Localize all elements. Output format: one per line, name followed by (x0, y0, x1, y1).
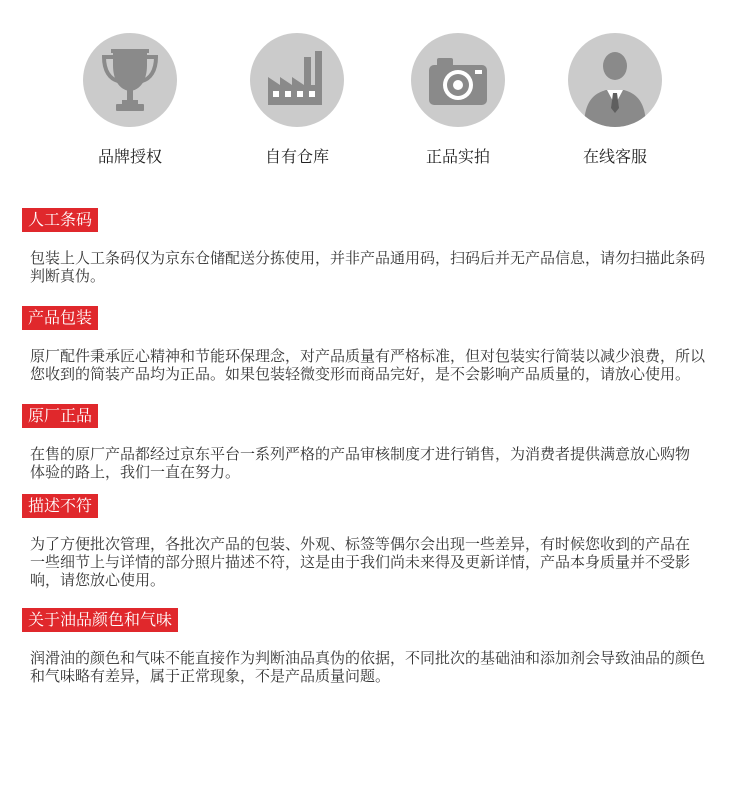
section-tag: 人工条码 (22, 208, 98, 232)
feature-circle (568, 33, 662, 127)
section-tag: 关于油品颜色和气味 (22, 608, 178, 632)
text-line: 体验的路上，我们一直在努力。 (30, 463, 241, 481)
text-line: 响，请您放心使用。 (30, 571, 166, 589)
feature-circle (250, 33, 344, 127)
camera-icon (411, 33, 505, 127)
text-line: 您收到的简装产品均为正品。如果包装轻微变形而商品完好，是不会影响产品质量的，请放心使用。 (30, 365, 691, 383)
section-product-packaging (22, 306, 728, 383)
section-text (22, 445, 728, 481)
text-line: 为了方便批次管理，各批次产品的包装、外观、标签等偶尔会出现一些差异，有时候您收到的产品在 (30, 535, 691, 553)
text-line: 原厂配件秉承匠心精神和节能环保理念，对产品质量有严格标准，但对包装实行简装以减少浪费，所以 (30, 347, 706, 365)
text-line: 在售的原厂产品都经过京东平台一系列严格的产品审核制度才进行销售，为消费者提供满意放心购物 (30, 445, 691, 463)
feature-real-photos (398, 33, 518, 167)
text-line: 包装上人工条码仅为京东仓储配送分拣使用，并非产品通用码，扫码后并无产品信息，请勿扫描此条码 (30, 249, 706, 267)
section-oil-color-odor (22, 608, 728, 685)
section-text (22, 249, 728, 285)
text-line: 一些细节上与详情的部分照片描述不符，这是由于我们尚未来得及更新详情，产品本身质量并不受影 (30, 553, 691, 571)
section-tag: 描述不符 (22, 494, 98, 518)
section-tag: 产品包装 (22, 306, 98, 330)
section-description-mismatch (22, 494, 728, 589)
feature-circle (411, 33, 505, 127)
text-line: 和气味略有差异，属于正常现象，不是产品质量问题。 (30, 667, 391, 685)
text-line: 润滑油的颜色和气味不能直接作为判断油品真伪的依据，不同批次的基础油和添加剂会导致油品的颜色 (30, 649, 706, 667)
section-text (22, 649, 728, 685)
section-text (22, 347, 728, 383)
feature-label: 自有仓库 (264, 147, 329, 166)
factory-icon (250, 33, 344, 127)
feature-label: 正品实拍 (425, 147, 490, 166)
section-text (22, 535, 728, 589)
section-genuine-original (22, 404, 728, 481)
feature-label: 在线客服 (582, 147, 647, 166)
feature-online-service (555, 33, 675, 167)
feature-label: 品牌授权 (97, 147, 162, 166)
text-line: 判断真伪。 (30, 267, 106, 285)
section-manual-barcode (22, 208, 728, 285)
feature-circle (83, 33, 177, 127)
trophy-icon (83, 33, 177, 127)
feature-brand-authorization (70, 33, 190, 167)
feature-own-warehouse (237, 33, 357, 167)
customer-service-icon (568, 33, 662, 127)
section-tag: 原厂正品 (22, 404, 98, 428)
